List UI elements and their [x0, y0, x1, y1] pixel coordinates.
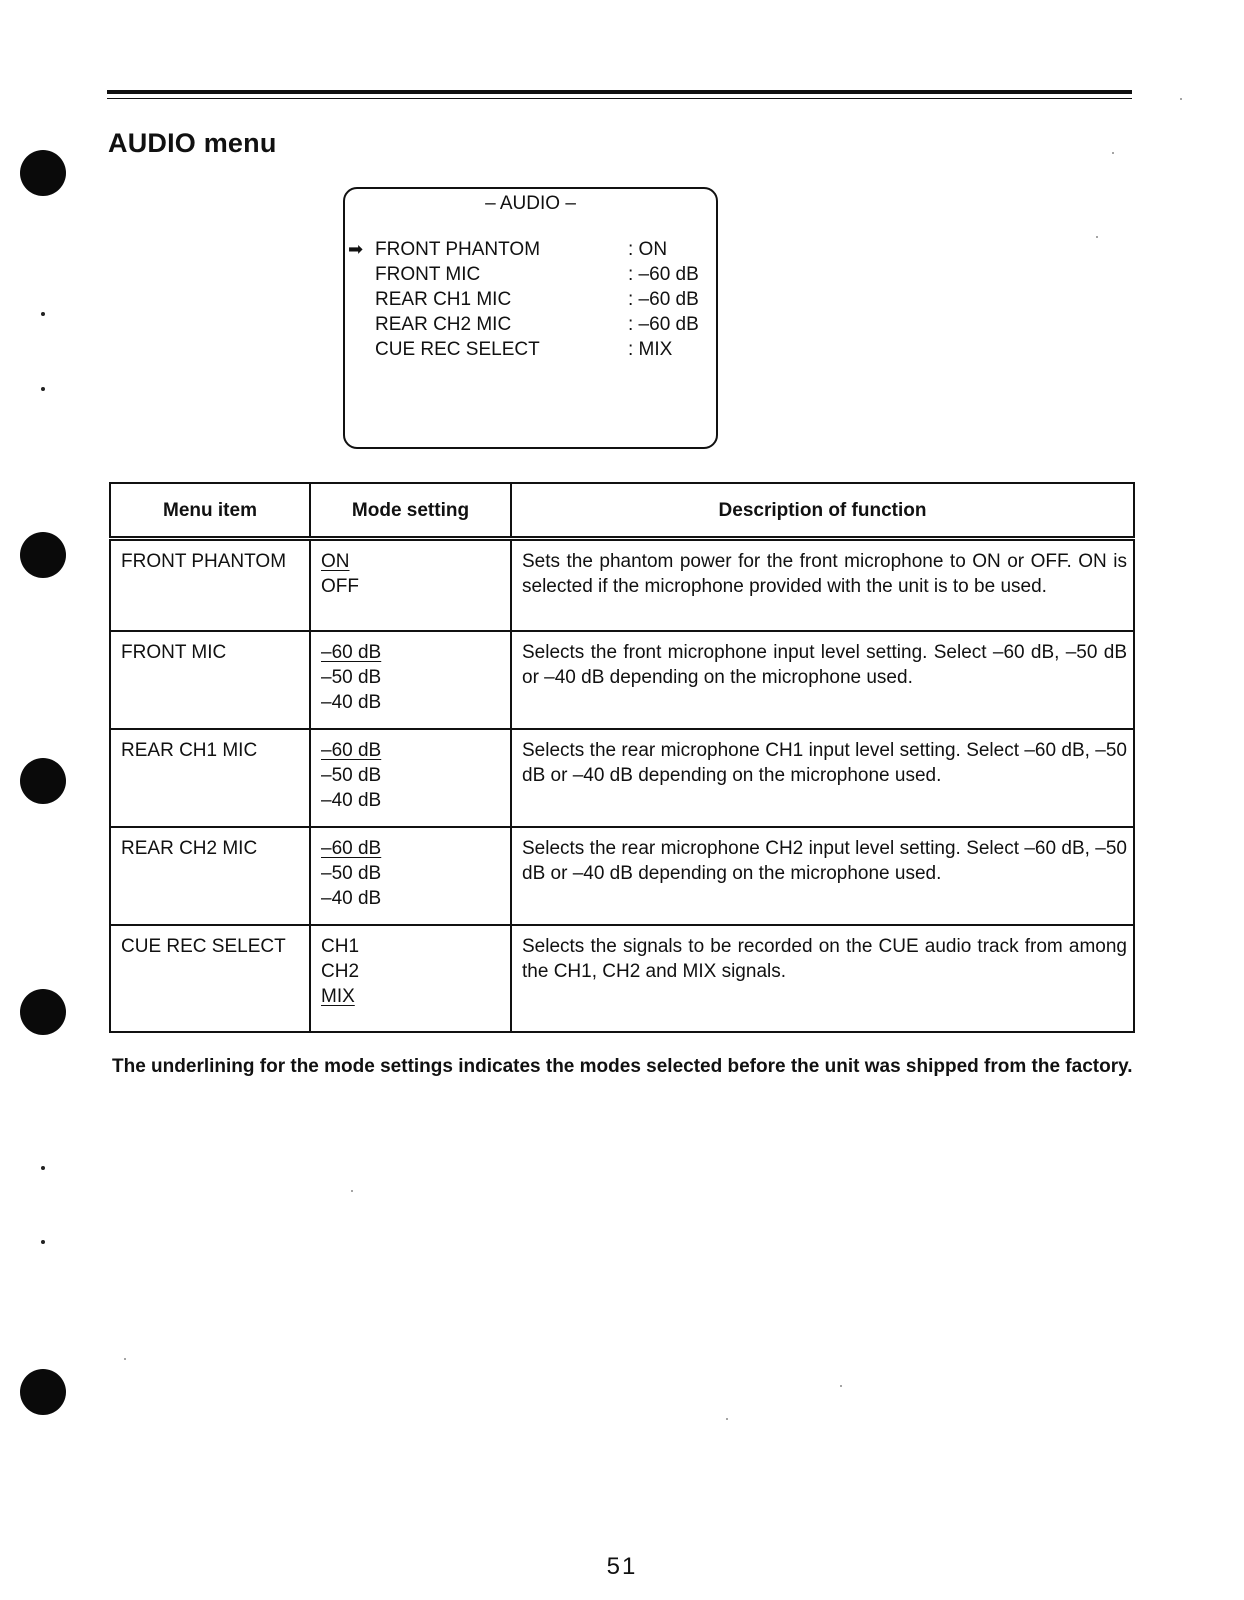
mode-setting-cell	[310, 539, 511, 632]
audio-menu-table	[109, 482, 1135, 1033]
mode-option-default: –60 dB	[321, 740, 382, 762]
scan-speck	[1112, 152, 1114, 154]
mode-option: –40 dB	[321, 790, 382, 812]
screen-item-name: FRONT PHANTOM	[375, 239, 541, 260]
scan-speck	[840, 1385, 842, 1387]
screen-item-value: : ON	[628, 239, 668, 260]
mode-setting-cell	[310, 729, 511, 827]
description-cell: Selects the front microphone input level setting. Select –60 dB, –50 dB or –40 dB depending on the microphone used.	[511, 631, 1134, 729]
scan-speck	[41, 387, 45, 391]
description-cell: Selects the signals to be recorded on the CUE audio track from among the CH1, CH2 and MIX signals.	[511, 925, 1134, 1032]
factory-default-footnote: The underlining for the mode settings indicates the modes selected before the unit was shipped from the factory.	[112, 1056, 1133, 1077]
screen-menu-row	[345, 339, 716, 363]
binder-hole	[20, 150, 66, 196]
screen-item-value: : –60 dB	[628, 289, 699, 310]
header-description: Description of function	[511, 483, 1134, 539]
header-menu-item: Menu item	[110, 483, 310, 539]
right-arrow-icon: ➡	[348, 239, 364, 259]
page-heading: AUDIO menu	[108, 128, 277, 158]
scan-speck	[41, 1240, 45, 1244]
mode-option: –50 dB	[321, 667, 382, 689]
scan-speck	[41, 312, 45, 316]
menu-item-cell: REAR CH1 MIC	[110, 729, 310, 827]
description-cell: Selects the rear microphone CH2 input level setting. Select –60 dB, –50 dB or –40 dB depending on the microphone used.	[511, 827, 1134, 925]
top-rule-thin	[107, 98, 1132, 99]
mode-option-default: –60 dB	[321, 838, 382, 860]
screen-menu-row	[345, 314, 716, 338]
mode-option: CH1	[321, 936, 360, 958]
screen-item-name: FRONT MIC	[375, 264, 481, 285]
description-cell: Selects the rear microphone CH1 input level setting. Select –60 dB, –50 dB or –40 dB depending on the microphone used.	[511, 729, 1134, 827]
menu-item-cell: FRONT MIC	[110, 631, 310, 729]
screen-item-name: CUE REC SELECT	[375, 339, 540, 360]
menu-item-cell: REAR CH2 MIC	[110, 827, 310, 925]
table-row	[110, 631, 1134, 729]
scan-speck	[1096, 236, 1098, 238]
screen-item-value: : –60 dB	[628, 264, 699, 285]
mode-setting-cell	[310, 631, 511, 729]
table-row	[110, 539, 1134, 632]
screen-item-value: : –60 dB	[628, 314, 699, 335]
mode-option-default: ON	[321, 551, 350, 572]
table-row	[110, 729, 1134, 827]
mode-option: –50 dB	[321, 765, 382, 787]
description-cell: Sets the phantom power for the front microphone to ON or OFF. ON is selected if the microphone provided with the unit is to be used.	[511, 539, 1134, 632]
scan-speck	[351, 1190, 353, 1192]
table-row	[110, 827, 1134, 925]
mode-setting-cell	[310, 827, 511, 925]
screen-title: – AUDIO –	[485, 193, 576, 214]
header-mode-setting: Mode setting	[310, 483, 511, 539]
scan-speck	[726, 1418, 728, 1420]
mode-option: –40 dB	[321, 692, 382, 714]
page-number: 51	[606, 1553, 638, 1580]
scan-speck	[124, 1358, 126, 1360]
binder-hole	[20, 532, 66, 578]
table-header-row	[110, 483, 1134, 539]
mode-option-default: –60 dB	[321, 642, 382, 664]
binder-hole	[20, 989, 66, 1035]
menu-item-cell: CUE REC SELECT	[110, 925, 310, 1032]
mode-option: –40 dB	[321, 888, 382, 910]
mode-setting-cell	[310, 925, 511, 1032]
binder-hole	[20, 1369, 66, 1415]
binder-hole	[20, 758, 66, 804]
screen-menu-row	[345, 239, 716, 263]
scan-speck	[41, 1166, 45, 1170]
mode-option-default: MIX	[321, 986, 355, 1008]
top-rule-thick	[107, 90, 1132, 94]
menu-item-cell: FRONT PHANTOM	[110, 539, 310, 632]
screen-item-name: REAR CH2 MIC	[375, 314, 512, 335]
mode-option: OFF	[321, 576, 359, 597]
mode-option: –50 dB	[321, 863, 382, 885]
audio-menu-screen	[343, 187, 718, 449]
screen-item-name: REAR CH1 MIC	[375, 289, 512, 310]
mode-option: CH2	[321, 961, 360, 983]
scan-speck	[1180, 98, 1182, 100]
table-row	[110, 925, 1134, 1032]
screen-menu-row	[345, 264, 716, 288]
screen-item-value: : MIX	[628, 339, 673, 360]
screen-menu-row	[345, 289, 716, 313]
